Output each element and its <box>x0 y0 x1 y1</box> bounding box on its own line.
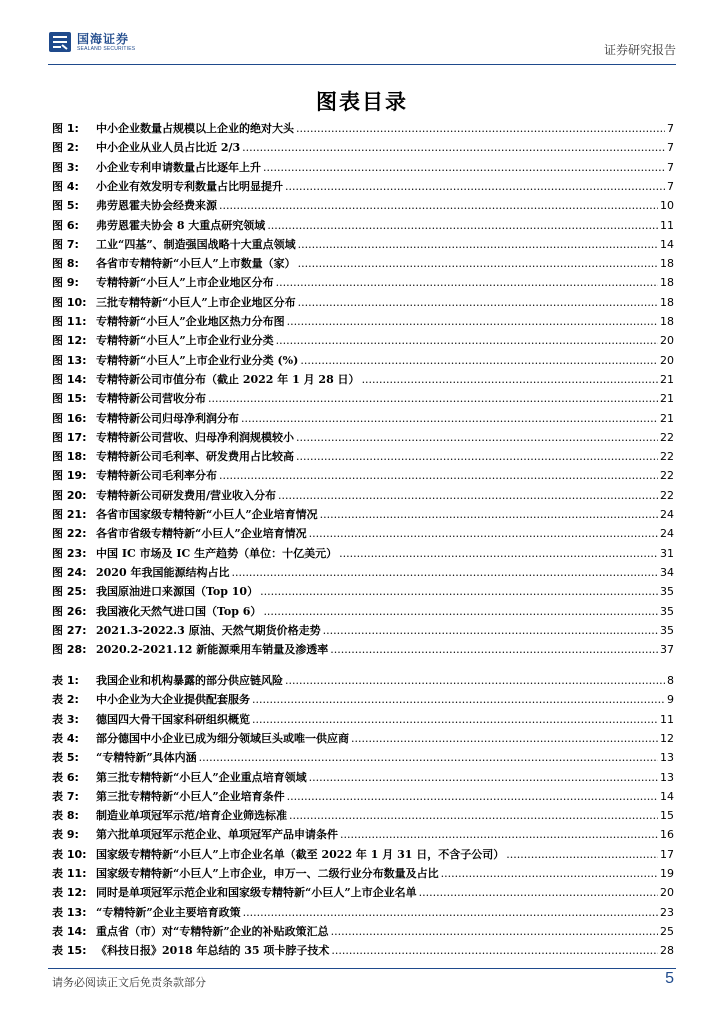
figures-entry-title: 工业“四基”、制造强国战略十大重点领域 <box>96 237 296 251</box>
tables-entry-title: 制造业单项冠军示范/培育企业筛选标准 <box>96 809 288 823</box>
dot-leader <box>300 351 658 371</box>
dot-leader <box>323 621 658 641</box>
tables-entry-label: 表 6: <box>52 770 79 784</box>
tables-entry[interactable] <box>52 883 674 903</box>
tables-entry-label: 表 8: <box>52 809 79 823</box>
dot-leader <box>208 389 658 409</box>
figures-entry-title: 专精特新公司毛利率分布 <box>96 469 217 483</box>
figures-entry-page: 35 <box>660 623 674 637</box>
dot-leader <box>219 196 658 216</box>
figures-entry-page: 24 <box>660 508 674 521</box>
figures-entry-label: 图 7: <box>52 237 79 251</box>
dot-leader <box>362 370 658 390</box>
figures-entry-label: 图 16: <box>52 411 87 425</box>
figures-entry-label: 图 21: <box>52 508 87 521</box>
figures-entry-title: 专精特新公司营收分布 <box>96 392 206 406</box>
figures-entry[interactable] <box>52 544 674 564</box>
dot-leader <box>351 729 658 749</box>
dot-leader <box>243 903 658 923</box>
tables-entry-page: 13 <box>660 751 674 765</box>
figures-entry-page: 20 <box>660 334 674 348</box>
figures-entry-label: 图 19: <box>52 469 87 483</box>
dot-leader <box>285 177 665 197</box>
dot-leader <box>252 690 665 710</box>
figures-entry[interactable] <box>52 351 674 371</box>
dot-leader <box>231 563 658 583</box>
logo-name-cn: 国海证券 <box>77 31 130 46</box>
dot-leader <box>287 312 658 332</box>
figures-entry-title: 专精特新公司市值分布（截止 2022 年 1 月 28 日） <box>96 372 360 386</box>
tables-entry-title: “专精特新”具体内涵 <box>96 751 197 765</box>
figures-entry-page: 22 <box>660 450 674 464</box>
tables-entry[interactable] <box>52 671 674 691</box>
tables-entry-label: 表 3: <box>52 712 79 726</box>
figures-entry-label: 图 20: <box>52 488 87 502</box>
figures-entry-title: 弗劳恩霍夫协会经费来源 <box>96 199 217 213</box>
figures-entry-title: 专精特新“小巨人”上市企业行业分类 <box>96 334 274 348</box>
figures-entry[interactable] <box>52 119 674 139</box>
figures-entry-title: 三批专精特新“小巨人”上市企业地区分布 <box>96 295 296 309</box>
dot-leader <box>309 524 658 544</box>
figures-entry-page: 7 <box>667 141 674 155</box>
figures-entry-page: 22 <box>660 430 674 444</box>
figures-entry-page: 18 <box>660 257 674 271</box>
dot-leader <box>330 640 658 660</box>
dot-leader <box>287 787 658 807</box>
company-logo <box>48 30 135 54</box>
figures-entry[interactable] <box>52 254 674 274</box>
tables-entry-title: “专精特新”企业主要培育政策 <box>96 905 241 919</box>
figures-entry-title: 专精特新公司营收、归母净利润规模较小 <box>96 430 294 444</box>
figures-entry-label: 图 14: <box>52 372 87 386</box>
figures-entry-title: 2021.3-2022.3 原油、天然气期货价格走势 <box>96 623 321 637</box>
dot-leader <box>296 428 658 448</box>
figures-entry-title: 中小企业从业人员占比近 2/3 <box>96 141 241 155</box>
dot-leader <box>267 216 658 236</box>
dot-leader <box>309 768 658 788</box>
tables-entry-title: 第三批专精特新“小巨人”企业培育条件 <box>96 789 285 803</box>
figures-entry-page: 21 <box>660 392 674 406</box>
figures-entry-label: 图 5: <box>52 199 79 213</box>
figures-entry[interactable] <box>52 331 674 351</box>
tables-entry-title: 同时是单项冠军示范企业和国家级专精特新“小巨人”上市企业名单 <box>96 886 417 900</box>
tables-entry-page: 14 <box>660 789 674 803</box>
figures-entry-page: 7 <box>667 179 674 193</box>
figures-entry[interactable] <box>52 158 674 178</box>
figures-entry-label: 图 18: <box>52 450 87 464</box>
dot-leader <box>419 883 658 903</box>
tables-entry-label: 表 10: <box>52 847 87 861</box>
figures-entry[interactable] <box>52 389 674 409</box>
figures-entry-page: 22 <box>660 469 674 483</box>
figures-entry-label: 图 17: <box>52 430 87 444</box>
header-divider <box>48 64 676 65</box>
figures-entry-page: 21 <box>660 411 674 425</box>
figures-entry-title: 专精特新“小巨人”企业地区热力分布图 <box>96 315 285 328</box>
dot-leader <box>278 486 658 506</box>
tables-entry-title: 第六批单项冠军示范企业、单项冠军产品申请条件 <box>96 828 338 842</box>
tables-entry-label: 表 12: <box>52 886 87 900</box>
figures-entry-title: 我国原油进口来源国（Top 10） <box>96 585 259 599</box>
figures-entry[interactable] <box>52 370 674 390</box>
figures-entry-label: 图 3: <box>52 160 79 174</box>
footer-divider <box>48 968 676 969</box>
figures-entry-title: 各省市国家级专精特新“小巨人”企业培育情况 <box>96 508 318 521</box>
figures-entry-label: 图 9: <box>52 276 79 290</box>
tables-entry-page: 19 <box>660 867 674 880</box>
figures-entry[interactable] <box>52 409 674 429</box>
figures-entry[interactable] <box>52 216 674 236</box>
tables-entry-label: 表 5: <box>52 751 79 765</box>
figures-entry-title: 专精特新公司毛利率、研发费用占比较高 <box>96 450 294 464</box>
dot-leader <box>298 293 658 313</box>
figures-entry[interactable] <box>52 563 674 583</box>
tables-entry-label: 表 11: <box>52 867 87 880</box>
figures-entry-label: 图 27: <box>52 623 87 637</box>
figures-entry-page: 22 <box>660 488 674 502</box>
figures-entry-label: 图 22: <box>52 527 87 541</box>
figures-entry[interactable] <box>52 505 674 525</box>
figures-entry[interactable] <box>52 447 674 467</box>
tables-entry[interactable] <box>52 864 674 884</box>
tables-entry-page: 11 <box>660 712 674 726</box>
dot-leader <box>263 602 658 622</box>
tables-entry-page: 17 <box>660 847 674 861</box>
tables-entry-page: 9 <box>667 693 674 707</box>
figures-entry-title: 专精特新“小巨人”上市企业行业分类 (%) <box>96 353 299 367</box>
logo-name-en: SEALAND SECURITIES <box>77 45 136 52</box>
tables-entry[interactable] <box>52 903 674 923</box>
tables-entry[interactable] <box>52 690 674 710</box>
figures-entry-page: 34 <box>660 565 674 579</box>
dot-leader <box>296 447 658 467</box>
figures-entry-page: 24 <box>660 527 674 541</box>
figures-entry[interactable] <box>52 235 674 255</box>
figures-entry-page: 10 <box>660 199 674 213</box>
tables-entry-title: 部分德国中小企业已成为细分领域巨头或唯一供应商 <box>96 731 349 745</box>
figures-entry[interactable] <box>52 486 674 506</box>
dot-leader <box>242 138 665 158</box>
figures-entry-label: 图 23: <box>52 546 87 560</box>
tables-entry-label: 表 13: <box>52 905 87 919</box>
figures-entry-page: 21 <box>660 372 674 386</box>
figures-entry[interactable] <box>52 273 674 293</box>
figures-entry-title: 弗劳恩霍夫协会 8 大重点研究领域 <box>96 218 266 232</box>
figures-entry-label: 图 26: <box>52 604 87 618</box>
figures-entry-page: 18 <box>660 276 674 290</box>
tables-entry-label: 表 9: <box>52 828 79 842</box>
figures-entry-title: 专精特新“小巨人”上市企业地区分布 <box>96 276 274 290</box>
tables-entry[interactable] <box>52 845 674 865</box>
tables-entry-label: 表 7: <box>52 789 79 803</box>
dot-leader <box>276 331 658 351</box>
dot-leader <box>331 922 658 942</box>
tables-entry-page: 25 <box>660 924 674 938</box>
tables-entry[interactable] <box>52 825 674 845</box>
dot-leader <box>276 273 658 293</box>
tables-entry-page: 28 <box>660 944 674 958</box>
tables-entry-page: 13 <box>660 770 674 784</box>
tables-entry[interactable] <box>52 941 674 961</box>
figures-entry[interactable] <box>52 293 674 313</box>
tables-entry-page: 23 <box>660 905 674 919</box>
tables-entry-title: 德国四大骨干国家科研组织概览 <box>96 712 250 726</box>
page-header <box>48 30 676 66</box>
tables-entry[interactable] <box>52 806 674 826</box>
figures-entry-label: 图 4: <box>52 179 79 193</box>
figures-entry-title: 2020 年我国能源结构占比 <box>96 565 230 579</box>
figures-entry-label: 图 11: <box>52 315 87 328</box>
tables-entry-label: 表 4: <box>52 731 79 745</box>
figures-entry-title: 我国液化天然气进口国（Top 6） <box>96 604 262 618</box>
tables-entry[interactable] <box>52 729 674 749</box>
tables-entry-page: 16 <box>660 828 674 842</box>
figures-entry[interactable] <box>52 602 674 622</box>
tables-entry-label: 表 2: <box>52 693 79 707</box>
figures-entry-page: 18 <box>660 315 674 328</box>
tables-entry-title: 国家级专精特新“小巨人”上市企业名单（截至 2022 年 1 月 31 日，不含子公司） <box>96 847 505 861</box>
figures-entry-page: 7 <box>667 122 674 135</box>
figures-entry-page: 35 <box>660 585 674 599</box>
tables-entry-page: 12 <box>660 731 674 745</box>
figures-entry-title: 小企业有效发明专利数量占比明显提升 <box>96 179 283 193</box>
figures-entry-label: 图 25: <box>52 585 87 599</box>
tables-entry-title: 第三批专精特新“小巨人”企业重点培育领域 <box>96 770 307 784</box>
tables-entry-page: 15 <box>660 809 674 823</box>
dot-leader <box>331 941 658 961</box>
dot-leader <box>340 825 658 845</box>
figures-entry[interactable] <box>52 138 674 158</box>
figures-entry[interactable] <box>52 312 674 332</box>
dot-leader <box>298 235 658 255</box>
figures-entry-title: 中小企业数量占规模以上企业的绝对大头 <box>96 122 294 135</box>
report-type: 证券研究报告 <box>603 43 676 57</box>
dot-leader <box>199 748 658 768</box>
figures-entry-title: 各省市专精特新“小巨人”上市数量（家） <box>96 257 296 271</box>
figures-entry-label: 图 8: <box>52 257 79 271</box>
figures-entry-title: 中国 IC 市场及 IC 生产趋势（单位：十亿美元） <box>96 546 338 560</box>
sealand-logo-icon <box>48 30 72 54</box>
figures-entry[interactable] <box>52 466 674 486</box>
dot-leader <box>260 582 658 602</box>
figures-entry-page: 7 <box>667 160 674 174</box>
figures-entry-page: 31 <box>660 546 674 560</box>
dot-leader <box>339 544 658 564</box>
figures-entry-page: 20 <box>660 353 674 367</box>
tables-entry[interactable] <box>52 922 674 942</box>
figures-entry-page: 18 <box>660 295 674 309</box>
figures-entry[interactable] <box>52 621 674 641</box>
dot-leader <box>298 254 658 274</box>
figures-entry-page: 35 <box>660 604 674 618</box>
figures-entry-label: 图 10: <box>52 295 87 309</box>
figures-entry-label: 图 1: <box>52 122 79 135</box>
page-number: 5 <box>665 970 674 987</box>
figures-entry-title: 专精特新公司归母净利润分布 <box>96 411 239 425</box>
figures-entry-label: 图 28: <box>52 643 87 657</box>
dot-leader <box>441 864 658 884</box>
figures-entry-page: 11 <box>660 218 674 232</box>
figures-entry[interactable] <box>52 582 674 602</box>
dot-leader <box>219 466 658 486</box>
dot-leader <box>285 671 665 691</box>
figures-entry-label: 图 12: <box>52 334 87 348</box>
tables-entry-label: 表 14: <box>52 924 87 938</box>
figures-entry-title: 各省市省级专精特新“小巨人”企业培育情况 <box>96 527 307 541</box>
figures-entry-page: 14 <box>660 237 674 251</box>
figures-entry-label: 图 15: <box>52 392 87 406</box>
tables-entry-title: 国家级专精特新“小巨人”上市企业，申万一、二级行业分布数量及占比 <box>96 867 439 880</box>
tables-entry[interactable] <box>52 748 674 768</box>
tables-entry-title: 我国企业和机构暴露的部分供应链风险 <box>96 674 283 687</box>
dot-leader <box>252 710 658 730</box>
page-title: 图表目录 <box>316 90 408 114</box>
dot-leader <box>289 806 658 826</box>
tables-entry-title: 重点省（市）对“专精特新”企业的补贴政策汇总 <box>96 924 329 938</box>
tables-entry-page: 20 <box>660 886 674 900</box>
footer-disclaimer: 请务必阅读正文后免责条款部分 <box>52 976 206 989</box>
tables-entry-label: 表 15: <box>52 944 87 958</box>
figures-entry[interactable] <box>52 177 674 197</box>
figures-entry[interactable] <box>52 196 674 216</box>
tables-entry[interactable] <box>52 710 674 730</box>
dot-leader <box>296 119 665 139</box>
tables-entry[interactable] <box>52 787 674 807</box>
figures-entry-label: 图 24: <box>52 565 87 579</box>
figures-entry-page: 37 <box>660 643 674 657</box>
tables-entry-title: 《科技日报》2018 年总结的 35 项卡脖子技术 <box>96 944 330 958</box>
figures-entry-label: 图 6: <box>52 218 79 232</box>
dot-leader <box>506 845 658 865</box>
figures-entry-title: 2020.2-2021.12 新能源乘用车销量及渗透率 <box>96 643 329 657</box>
figures-entry-title: 小企业专利申请数量占比逐年上升 <box>96 160 261 174</box>
tables-entry[interactable] <box>52 768 674 788</box>
figures-entry[interactable] <box>52 428 674 448</box>
figures-entry[interactable] <box>52 640 674 660</box>
dot-leader <box>241 409 658 429</box>
figures-entry-label: 图 13: <box>52 353 87 367</box>
figures-entry-label: 图 2: <box>52 141 79 155</box>
figures-entry-title: 专精特新公司研发费用/营业收入分布 <box>96 488 277 502</box>
tables-entry-title: 中小企业为大企业提供配套服务 <box>96 693 250 707</box>
dot-leader <box>263 158 665 178</box>
dot-leader <box>320 505 658 525</box>
tables-entry-page: 8 <box>667 674 674 687</box>
figures-entry[interactable] <box>52 524 674 544</box>
tables-entry-label: 表 1: <box>52 674 79 687</box>
